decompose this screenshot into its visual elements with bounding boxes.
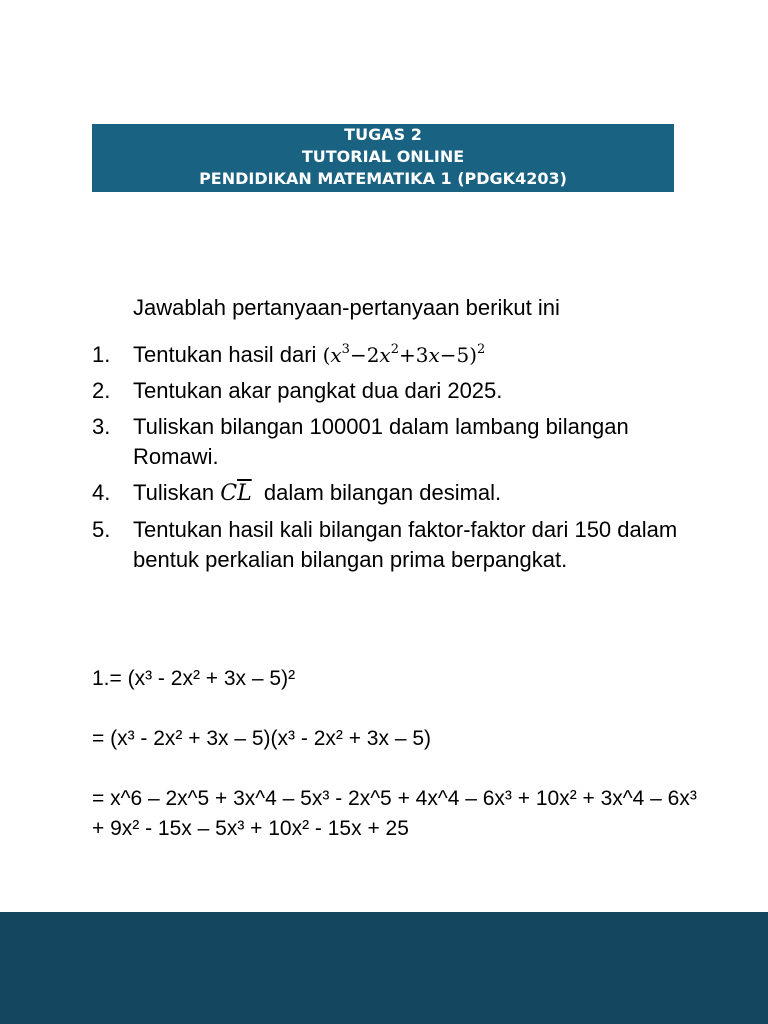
question-item-3 bbox=[92, 412, 692, 472]
document-title-banner bbox=[92, 124, 674, 192]
question-number: 5. bbox=[92, 517, 111, 542]
question-text: Tentukan akar pangkat dua dari 2025. bbox=[133, 378, 503, 403]
roman-l-overbar: $\overline{L}$ bbox=[237, 481, 252, 506]
question-text: Tentukan hasil kali bilangan faktor-faktor dari 150 dalam bentuk perkalian bilangan prima berpangkat. bbox=[133, 517, 678, 572]
question-text: Tuliskan bilangan 100001 dalam lambang bilangan Romawi. bbox=[133, 414, 629, 469]
instruction-text: Jawablah pertanyaan-pertanyaan berikut ini bbox=[133, 295, 560, 320]
polynomial-expression: $(x^3-2x^2+3x-5)^2$ bbox=[322, 342, 486, 367]
question-text-before: Tuliskan bbox=[133, 480, 221, 505]
question-item-4 bbox=[92, 478, 692, 509]
title-line-1: TUGAS 2 bbox=[344, 125, 422, 144]
title-line-3: PENDIDIKAN MATEMATIKA 1 (PDGK4203) bbox=[199, 169, 567, 188]
answer-line-2: = (x³ - 2x² + 3x – 5)(x³ - 2x² + 3x – 5) bbox=[92, 727, 432, 750]
question-number: 2. bbox=[92, 378, 111, 403]
answer-line-1: 1.= (x³ - 2x² + 3x – 5)² bbox=[92, 667, 296, 690]
question-text: Tentukan hasil dari bbox=[133, 342, 323, 367]
roman-numeral bbox=[220, 481, 251, 506]
question-number: 3. bbox=[92, 414, 111, 439]
question-text-after: dalam bilangan desimal. bbox=[251, 480, 502, 505]
answer-line-3: = x^6 – 2x^5 + 3x^4 – 5x³ - 2x^5 + 4x^4 – 6x³ + 10x² + 3x^4 – 6x³ + 9x² - 15x – 5x³ + 10x² - 15x + 25 bbox=[92, 787, 697, 840]
question-item-1 bbox=[92, 340, 692, 370]
question-item-5 bbox=[92, 515, 692, 575]
question-item-2 bbox=[92, 376, 692, 406]
question-list bbox=[92, 340, 692, 581]
question-number: 1. bbox=[92, 342, 111, 367]
title-line-2: TUTORIAL ONLINE bbox=[301, 147, 465, 166]
question-number: 4. bbox=[92, 480, 111, 505]
footer-bar bbox=[0, 912, 768, 1024]
roman-c: C bbox=[220, 481, 238, 506]
